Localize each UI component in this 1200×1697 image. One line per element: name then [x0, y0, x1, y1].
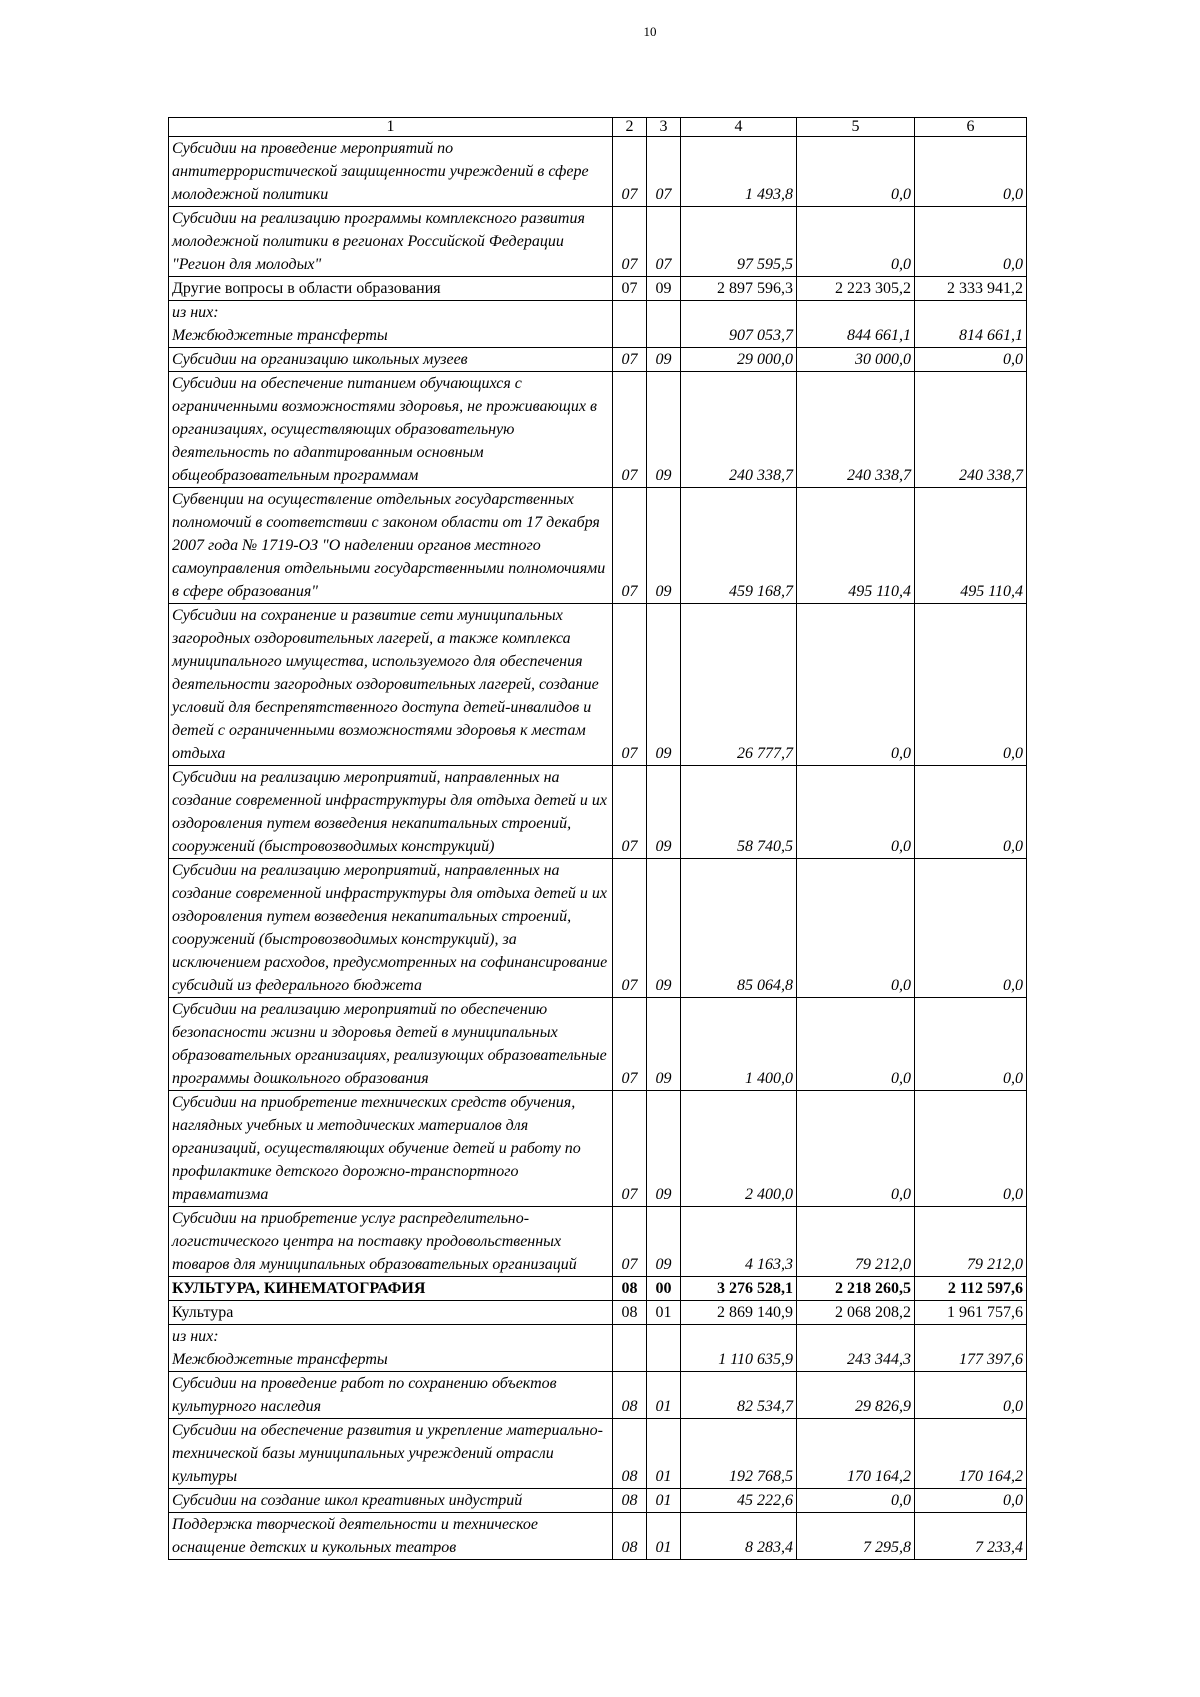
table-row	[169, 1348, 1027, 1372]
subsection-code: 01	[647, 1372, 681, 1419]
row-name: Межбюджетные трансферты	[169, 324, 613, 348]
section-code: 08	[613, 1489, 647, 1513]
amount-col-6: 495 110,4	[915, 488, 1027, 604]
amount-col-4: 97 595,5	[681, 207, 797, 277]
subsection-code: 09	[647, 998, 681, 1091]
table-row	[169, 372, 1027, 488]
row-name: Субсидии на создание школ креативных индустрий	[169, 1489, 613, 1513]
table-row	[169, 1372, 1027, 1419]
amount-col-6: 0,0	[915, 207, 1027, 277]
amount-col-6: 0,0	[915, 998, 1027, 1091]
section-code	[613, 301, 647, 325]
table-row	[169, 1091, 1027, 1207]
column-header: 4	[681, 118, 797, 137]
row-name: Субсидии на сохранение и развитие сети муниципальных загородных оздоровительных лагерей, а также комплекса муниципального имущества, используемого для обеспечения деятельности загородных оздоровительных лагерей, создание условий для беспрепятственного доступа детей-инвалидов и детей с ограниченными возможностями здоровья к местам отдыха	[169, 604, 613, 766]
amount-col-5: 844 661,1	[797, 324, 915, 348]
section-code: 07	[613, 488, 647, 604]
row-name: КУЛЬТУРА, КИНЕМАТОГРАФИЯ	[169, 1277, 613, 1301]
section-code	[613, 1325, 647, 1349]
amount-col-4: 1 493,8	[681, 137, 797, 207]
row-name: Другие вопросы в области образования	[169, 277, 613, 301]
amount-col-4: 1 400,0	[681, 998, 797, 1091]
amount-col-4: 459 168,7	[681, 488, 797, 604]
amount-col-5: 79 212,0	[797, 1207, 915, 1277]
amount-col-6: 2 333 941,2	[915, 277, 1027, 301]
amount-col-4: 1 110 635,9	[681, 1348, 797, 1372]
amount-col-5: 7 295,8	[797, 1513, 915, 1560]
subsection-code: 09	[647, 766, 681, 859]
amount-col-5: 0,0	[797, 604, 915, 766]
section-code	[613, 324, 647, 348]
amount-col-5	[797, 1325, 915, 1349]
table-row	[169, 324, 1027, 348]
table-row	[169, 137, 1027, 207]
row-name: Субсидии на реализацию мероприятий по обеспечению безопасности жизни и здоровья детей в муниципальных образовательных организациях, реализующих образовательные программы дошкольного образования	[169, 998, 613, 1091]
amount-col-5	[797, 301, 915, 325]
amount-col-5: 0,0	[797, 859, 915, 998]
amount-col-4: 58 740,5	[681, 766, 797, 859]
row-name: Субсидии на проведение мероприятий по антитеррористической защищенности учреждений в сфере молодежной политики	[169, 137, 613, 207]
amount-col-4: 192 768,5	[681, 1419, 797, 1489]
amount-col-5: 30 000,0	[797, 348, 915, 372]
section-code: 07	[613, 372, 647, 488]
amount-col-5: 243 344,3	[797, 1348, 915, 1372]
subsection-code: 01	[647, 1301, 681, 1325]
amount-col-4: 82 534,7	[681, 1372, 797, 1419]
subsection-code	[647, 1348, 681, 1372]
section-code: 07	[613, 859, 647, 998]
row-name: Субсидии на проведение работ по сохранению объектов культурного наследия	[169, 1372, 613, 1419]
page-number: 10	[643, 24, 657, 39]
amount-col-6: 0,0	[915, 766, 1027, 859]
subsection-code: 01	[647, 1419, 681, 1489]
amount-col-5: 29 826,9	[797, 1372, 915, 1419]
amount-col-5: 0,0	[797, 1091, 915, 1207]
amount-col-4	[681, 1325, 797, 1349]
section-code: 07	[613, 766, 647, 859]
amount-col-6: 0,0	[915, 1091, 1027, 1207]
amount-col-5: 0,0	[797, 207, 915, 277]
row-name: Межбюджетные трансферты	[169, 1348, 613, 1372]
row-name: из них:	[169, 1325, 613, 1349]
column-number-row	[169, 118, 1027, 137]
row-name: Субсидии на реализацию мероприятий, направленных на создание современной инфраструктуры для отдыха детей и их оздоровления путем возведения некапитальных строений, сооружений (быстровозводимых конструкций), за исключением расходов, предусмотренных на софинансирование субсидий из федерального бюджета	[169, 859, 613, 998]
row-name: Субвенции на осуществление отдельных государственных полномочий в соответствии с законом области от 17 декабря 2007 года № 1719-ОЗ "О наделении органов местного самоуправления отдельными государственными полномочиями в сфере образования"	[169, 488, 613, 604]
section-code: 07	[613, 348, 647, 372]
subsection-code: 07	[647, 137, 681, 207]
section-code: 07	[613, 207, 647, 277]
subsection-code: 09	[647, 604, 681, 766]
subsection-code: 09	[647, 859, 681, 998]
amount-col-5: 170 164,2	[797, 1419, 915, 1489]
table-row	[169, 207, 1027, 277]
row-name: Культура	[169, 1301, 613, 1325]
table-row	[169, 348, 1027, 372]
amount-col-4: 26 777,7	[681, 604, 797, 766]
section-code: 07	[613, 998, 647, 1091]
amount-col-5: 0,0	[797, 137, 915, 207]
table-row	[169, 1325, 1027, 1349]
row-name: из них:	[169, 301, 613, 325]
table-row	[169, 1207, 1027, 1277]
subsection-code: 09	[647, 277, 681, 301]
section-code: 08	[613, 1513, 647, 1560]
table-row	[169, 1277, 1027, 1301]
amount-col-6: 2 112 597,6	[915, 1277, 1027, 1301]
amount-col-6: 0,0	[915, 1489, 1027, 1513]
table-row	[169, 604, 1027, 766]
amount-col-4: 907 053,7	[681, 324, 797, 348]
column-header: 3	[647, 118, 681, 137]
row-name: Субсидии на организацию школьных музеев	[169, 348, 613, 372]
subsection-code: 09	[647, 1091, 681, 1207]
table-row	[169, 301, 1027, 325]
row-name: Субсидии на реализацию мероприятий, направленных на создание современной инфраструктуры для отдыха детей и их оздоровления путем возведения некапитальных строений, сооружений (быстровозводимых конструкций)	[169, 766, 613, 859]
subsection-code: 09	[647, 348, 681, 372]
column-header: 1	[169, 118, 613, 137]
amount-col-6: 1 961 757,6	[915, 1301, 1027, 1325]
subsection-code: 07	[647, 207, 681, 277]
amount-col-5: 495 110,4	[797, 488, 915, 604]
row-name: Субсидии на приобретение услуг распределительно-логистического центра на поставку продовольственных товаров для муниципальных образовательных организаций	[169, 1207, 613, 1277]
subsection-code: 09	[647, 1207, 681, 1277]
amount-col-6: 170 164,2	[915, 1419, 1027, 1489]
amount-col-4: 8 283,4	[681, 1513, 797, 1560]
column-header: 5	[797, 118, 915, 137]
amount-col-4: 240 338,7	[681, 372, 797, 488]
amount-col-6: 0,0	[915, 604, 1027, 766]
section-code: 07	[613, 604, 647, 766]
row-name: Поддержка творческой деятельности и техническое оснащение детских и кукольных театров	[169, 1513, 613, 1560]
budget-table	[168, 117, 1027, 1560]
row-name: Субсидии на обеспечение развития и укрепление материально-технической базы муниципальных учреждений отрасли культуры	[169, 1419, 613, 1489]
table-row	[169, 1419, 1027, 1489]
amount-col-6: 79 212,0	[915, 1207, 1027, 1277]
amount-col-5: 2 223 305,2	[797, 277, 915, 301]
amount-col-5: 240 338,7	[797, 372, 915, 488]
section-code: 07	[613, 277, 647, 301]
section-code: 07	[613, 137, 647, 207]
amount-col-6: 240 338,7	[915, 372, 1027, 488]
section-code: 07	[613, 1091, 647, 1207]
amount-col-4: 4 163,3	[681, 1207, 797, 1277]
amount-col-6: 0,0	[915, 137, 1027, 207]
amount-col-4: 2 897 596,3	[681, 277, 797, 301]
section-code: 08	[613, 1372, 647, 1419]
amount-col-6: 177 397,6	[915, 1348, 1027, 1372]
subsection-code: 01	[647, 1489, 681, 1513]
table-row	[169, 1513, 1027, 1560]
table-row	[169, 1489, 1027, 1513]
subsection-code: 00	[647, 1277, 681, 1301]
amount-col-4: 85 064,8	[681, 859, 797, 998]
table-row	[169, 998, 1027, 1091]
row-name: Субсидии на приобретение технических средств обучения, наглядных учебных и методических материалов для организаций, осуществляющих обучение детей и работу по профилактике детского дорожно-транспортного травматизма	[169, 1091, 613, 1207]
row-name: Субсидии на обеспечение питанием обучающихся с ограниченными возможностями здоровья, не проживающих в организациях, осуществляющих образовательную деятельность по адаптированным основным общеобразовательным программам	[169, 372, 613, 488]
table-row	[169, 1301, 1027, 1325]
amount-col-4: 29 000,0	[681, 348, 797, 372]
amount-col-4: 3 276 528,1	[681, 1277, 797, 1301]
column-header: 6	[915, 118, 1027, 137]
section-code: 07	[613, 1207, 647, 1277]
section-code: 08	[613, 1301, 647, 1325]
amount-col-4: 2 400,0	[681, 1091, 797, 1207]
amount-col-4: 2 869 140,9	[681, 1301, 797, 1325]
subsection-code: 01	[647, 1513, 681, 1560]
table-row	[169, 859, 1027, 998]
amount-col-6: 7 233,4	[915, 1513, 1027, 1560]
amount-col-6: 0,0	[915, 1372, 1027, 1419]
table-row	[169, 488, 1027, 604]
table-row	[169, 277, 1027, 301]
amount-col-4: 45 222,6	[681, 1489, 797, 1513]
subsection-code	[647, 1325, 681, 1349]
section-code: 08	[613, 1277, 647, 1301]
subsection-code: 09	[647, 488, 681, 604]
amount-col-6: 814 661,1	[915, 324, 1027, 348]
row-name: Субсидии на реализацию программы комплексного развития молодежной политики в регионах Российской Федерации "Регион для молодых"	[169, 207, 613, 277]
amount-col-5: 2 068 208,2	[797, 1301, 915, 1325]
amount-col-6: 0,0	[915, 859, 1027, 998]
amount-col-6: 0,0	[915, 348, 1027, 372]
amount-col-6	[915, 1325, 1027, 1349]
subsection-code	[647, 301, 681, 325]
amount-col-4	[681, 301, 797, 325]
section-code	[613, 1348, 647, 1372]
amount-col-5: 0,0	[797, 998, 915, 1091]
amount-col-6	[915, 301, 1027, 325]
amount-col-5: 2 218 260,5	[797, 1277, 915, 1301]
amount-col-5: 0,0	[797, 1489, 915, 1513]
subsection-code: 09	[647, 372, 681, 488]
table-row	[169, 766, 1027, 859]
subsection-code	[647, 324, 681, 348]
column-header: 2	[613, 118, 647, 137]
amount-col-5: 0,0	[797, 766, 915, 859]
section-code: 08	[613, 1419, 647, 1489]
